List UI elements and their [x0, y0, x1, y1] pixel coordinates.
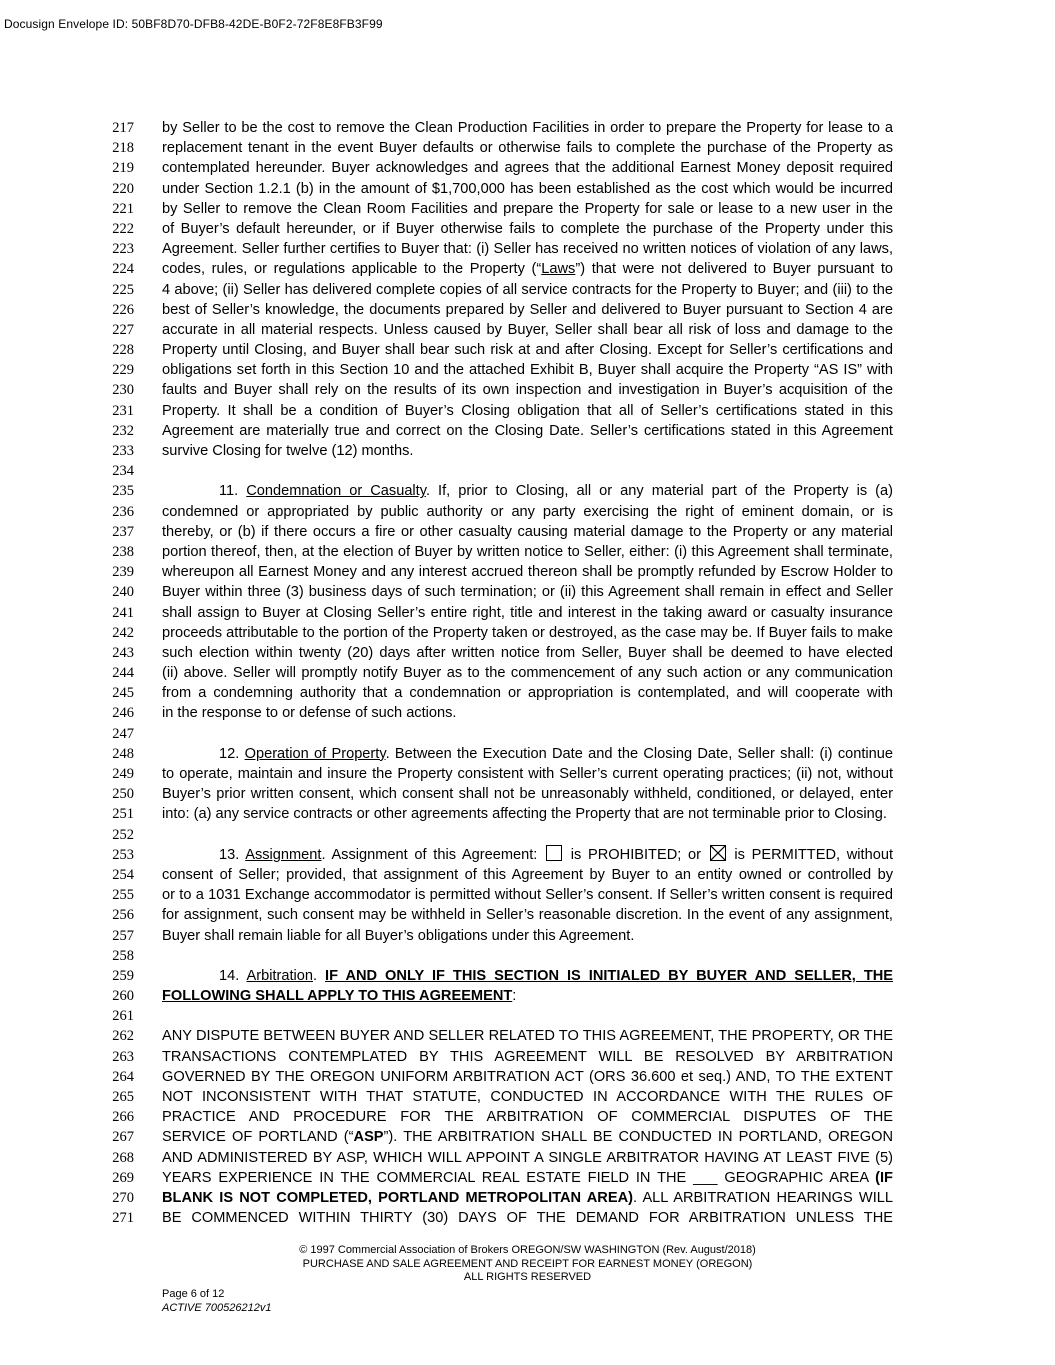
line-text: survive Closing for twelve (12) months. [162, 443, 414, 459]
line-number: 228 [112, 342, 134, 359]
document-line [0, 784, 1055, 804]
text-run: SERVICE OF PORTLAND (“ [162, 1129, 354, 1146]
line-text: for assignment, such consent may be withheld in Seller’s reasonable discretion. In the event of any assignment, [162, 907, 893, 924]
line-text: NOT INCONSISTENT WITH THAT STATUTE, CONDUCTED IN ACCORDANCE WITH THE RULES OF [162, 1089, 893, 1105]
line-text: Buyer shall remain liable for all Buyer’s obligations under this Agreement. [162, 927, 635, 944]
line-text: such election within twenty (20) days after written notice from Seller, Buyer shall be deemed to have elected [162, 644, 893, 661]
document-line [0, 703, 1055, 723]
section-heading: Operation of Property [244, 745, 386, 762]
line-text: 4 above; (ii) Seller has delivered complete copies of all service contracts for the Property to Buyer; and (iii) to the [162, 281, 893, 298]
text-run: codes, rules, or regulations applicable to the Property (“ [162, 261, 542, 278]
document-line [0, 582, 1055, 602]
prohibited-checkbox[interactable] [546, 845, 562, 861]
document-line [0, 1127, 1055, 1147]
document-line [0, 1188, 1055, 1208]
document-line [0, 724, 1055, 744]
line-number: 246 [112, 705, 134, 722]
x-mark-icon [711, 846, 725, 860]
document-line [0, 1168, 1055, 1188]
document-line [0, 421, 1055, 441]
line-text: Agreement. Seller further certifies to Buyer that: (i) Seller has received no written notices of violation of any laws, [162, 241, 893, 258]
line-number: 225 [112, 281, 134, 298]
line-text: 12. Operation of Property. Between the Execution Date and the Closing Date, Seller shall: (i) continue [219, 745, 893, 762]
document-line [0, 683, 1055, 703]
document-line [0, 1087, 1055, 1107]
document-line [0, 481, 1055, 501]
line-text [162, 1127, 893, 1147]
text-run: : [512, 988, 517, 1005]
text-run: 12. [219, 745, 240, 762]
document-body [0, 118, 1055, 1228]
line-number: 248 [112, 745, 134, 762]
line-number: 221 [112, 200, 134, 217]
line-text: Agreement are materially true and correct on the Closing Date. Seller’s certifications stated in this Agreement [162, 422, 893, 439]
line-number: 257 [112, 927, 134, 944]
line-text: (ii) above. Seller will promptly notify Buyer as to the commencement of any such action or any communication [162, 665, 893, 682]
line-number: 245 [112, 685, 134, 702]
line-text: to operate, maintain and insure the Property consistent with Seller’s current operating practices; (ii) not, without [162, 766, 893, 782]
text-run: is PERMITTED, without [734, 846, 893, 863]
permitted-checkbox-checked[interactable] [710, 845, 726, 861]
document-line [0, 986, 1055, 1006]
line-number: 263 [112, 1048, 134, 1065]
text-run: ”) that were not delivered to Buyer pursuant to [575, 261, 893, 278]
document-line [0, 926, 1055, 946]
document-line [0, 1208, 1055, 1228]
document-line [0, 401, 1055, 421]
line-text: 13. Assignment. Assignment of this Agreement: is PROHIBITED; or is PERMITTED, without [219, 846, 893, 863]
document-line [0, 1148, 1055, 1168]
line-text [162, 1188, 893, 1208]
line-text: thereby, or (b) if there occurs a fire or other casualty causing material damage to the Property or any material [162, 523, 893, 540]
line-text: of Buyer’s default hereunder, or if Buyer otherwise fails to complete the purchase of the Property under this [162, 220, 893, 237]
line-number: 256 [112, 907, 134, 924]
document-line [0, 1006, 1055, 1026]
line-number: 220 [112, 180, 134, 197]
document-line [0, 441, 1055, 461]
footer-title: PURCHASE AND SALE AGREEMENT AND RECEIPT FOR EARNEST MONEY (OREGON) [302, 1257, 753, 1270]
line-text: best of Seller’s knowledge, the documents prepared by Seller and delivered to Buyer pursuant to Section 4 are [162, 301, 893, 318]
line-text [162, 986, 893, 1006]
line-text: Buyer’s prior written consent, which consent shall not be unreasonably withheld, conditioned, or delayed, enter [162, 786, 893, 803]
text-run: YEARS EXPERIENCE IN THE COMMERCIAL REAL ESTATE FIELD IN THE [162, 1169, 694, 1186]
document-line [0, 179, 1055, 199]
document-line [0, 199, 1055, 219]
document-line [0, 340, 1055, 360]
footer-rights: ALL RIGHTS RESERVED [463, 1271, 592, 1283]
line-number: 234 [112, 463, 134, 480]
line-number: 231 [112, 402, 134, 419]
line-text: from a condemning authority that a condemnation or appropriation is contemplated, and will cooperate with [162, 685, 893, 702]
document-id: ACTIVE 700526212v1 [162, 1301, 272, 1314]
line-text: PRACTICE AND PROCEDURE FOR THE ARBITRATION OF COMMERCIAL DISPUTES OF THE [162, 1109, 893, 1126]
document-line [0, 603, 1055, 623]
line-number: 241 [112, 604, 134, 621]
line-number: 270 [112, 1189, 134, 1206]
document-line [0, 219, 1055, 239]
line-number: 218 [112, 140, 134, 157]
line-number: 239 [112, 564, 134, 581]
document-line [0, 663, 1055, 683]
document-line [0, 522, 1055, 542]
document-line [0, 845, 1055, 865]
line-text: GOVERNED BY THE OREGON UNIFORM ARBITRATION ACT (ORS 36.600 et seq.) AND, TO THE EXTENT [162, 1068, 893, 1085]
document-line [0, 1047, 1055, 1067]
line-number: 238 [112, 543, 134, 560]
document-line [0, 280, 1055, 300]
text-run: Assignment of this Agreement: [325, 846, 538, 863]
line-text: in the response to or defense of such actions. [162, 705, 457, 722]
document-line [0, 562, 1055, 582]
line-text: by Seller to remove the Clean Room Facilities and prepare the Property for sale or lease to a new user in the [162, 200, 893, 217]
line-number: 219 [112, 160, 134, 177]
line-number: 261 [112, 1008, 134, 1025]
document-line [0, 966, 1055, 986]
line-number: 237 [112, 523, 134, 540]
document-line [0, 380, 1055, 400]
line-text: consent of Seller; provided, that assignment of this Agreement by Buyer to an entity owned or controlled by [162, 866, 893, 883]
line-number: 253 [112, 846, 134, 863]
line-number: 255 [112, 887, 134, 904]
line-number: 251 [112, 806, 134, 823]
document-line [0, 764, 1055, 784]
line-text: 11. Condemnation or Casualty. If, prior to Closing, all or any material part of the Property is (a) [219, 483, 893, 500]
document-line [0, 744, 1055, 764]
text-run: ”). THE ARBITRATION SHALL BE CONDUCTED IN PORTLAND, OREGON [383, 1129, 893, 1146]
line-number: 260 [112, 988, 134, 1005]
line-number: 250 [112, 786, 134, 803]
line-text: proceeds attributable to the portion of the Property taken or destroyed, as the case may be. If Buyer fails to make [162, 624, 893, 641]
document-line [0, 239, 1055, 259]
text-run: ASP [353, 1129, 384, 1146]
envelope-id: Docusign Envelope ID: 50BF8D70-DFB8-42DE-B0F2-72F8E8FB3F99 [4, 17, 383, 31]
text-run: . ALL ARBITRATION HEARINGS WILL [632, 1189, 893, 1206]
section-heading: Condemnation or Casualty [246, 483, 426, 500]
line-number: 235 [112, 483, 134, 500]
document-line [0, 825, 1055, 845]
line-number: 266 [112, 1109, 134, 1126]
line-text: by Seller to be the cost to remove the Clean Production Facilities in order to prepare the Property for lease to a [162, 120, 893, 136]
document-line [0, 643, 1055, 663]
line-number: 217 [112, 120, 134, 136]
line-text: TRANSACTIONS CONTEMPLATED BY THIS AGREEMENT WILL BE RESOLVED BY ARBITRATION [162, 1048, 893, 1065]
line-number: 247 [112, 725, 134, 742]
line-text: 14. Arbitration. IF AND ONLY IF THIS SECTION IS INITIALED BY BUYER AND SELLER, THE [219, 967, 893, 984]
line-number: 242 [112, 624, 134, 641]
line-text: ANY DISPUTE BETWEEN BUYER AND SELLER RELATED TO THIS AGREEMENT, THE PROPERTY, OR THE [162, 1028, 893, 1045]
line-text: replacement tenant in the event Buyer defaults or otherwise fails to complete the purchase of the Property as [162, 140, 893, 157]
line-number: 258 [112, 947, 134, 964]
document-line [0, 300, 1055, 320]
line-number: 269 [112, 1169, 134, 1186]
document-line [0, 1107, 1055, 1127]
document-line [0, 320, 1055, 340]
line-text: Property until Closing, and Buyer shall bear such risk at and after Closing. Except for Seller’s certifications and [162, 342, 893, 359]
footer-copyright: © 1997 Commercial Association of Brokers OREGON/SW WASHINGTON (Rev. August/2018) [299, 1244, 756, 1256]
line-text: condemned or appropriated by public authority or any party exercising the right of eminent domain, or is [162, 503, 893, 520]
document-line [0, 259, 1055, 279]
line-number: 233 [112, 443, 134, 459]
line-number: 230 [112, 382, 134, 399]
line-number: 223 [112, 241, 134, 258]
line-text: shall assign to Buyer at Closing Seller’s entire right, title and interest in the taking award or casualty insurance [162, 604, 893, 621]
document-line [0, 623, 1055, 643]
section-heading: Arbitration [246, 967, 313, 984]
line-number: 226 [112, 301, 134, 318]
section-heading: Assignment [245, 846, 322, 863]
text-run: 14. [219, 967, 240, 984]
line-number: 232 [112, 422, 134, 439]
line-text: contemplated hereunder. Buyer acknowledges and agrees that the additional Earnest Money deposit required [162, 160, 893, 177]
document-line [0, 1067, 1055, 1087]
document-line [0, 865, 1055, 885]
text-run: Between the Execution Date and the Closing Date, Seller shall: (i) continue [389, 745, 893, 762]
line-text [162, 259, 893, 279]
text-run: If, prior to Closing, all or any material part of the Property is (a) [430, 483, 893, 500]
document-line [0, 360, 1055, 380]
text-run: FOLLOWING SHALL APPLY TO THIS AGREEMENT [162, 988, 513, 1005]
line-number: 240 [112, 584, 134, 601]
line-number: 224 [112, 261, 134, 278]
line-number: 252 [112, 826, 134, 843]
footer [0, 1244, 1055, 1285]
document-line [0, 905, 1055, 925]
line-text: portion thereof, then, at the election of Buyer by written notice to Seller, either: (i) this Agreement shall terminate, [162, 543, 893, 560]
line-text: Property. It shall be a condition of Buyer’s Closing obligation that all of Seller’s certifications stated in this [162, 402, 893, 419]
document-line [0, 502, 1055, 522]
line-text: AND ADMINISTERED BY ASP, WHICH WILL APPOINT A SINGLE ARBITRATOR HAVING AT LEAST FIVE (5) [162, 1149, 893, 1166]
document-line [0, 158, 1055, 178]
line-number: 265 [112, 1089, 134, 1105]
text-run: 11. [219, 483, 239, 500]
line-number: 259 [112, 967, 134, 984]
page-number: Page 6 of 12 [162, 1288, 225, 1300]
line-text: obligations set forth in this Section 10 and the attached Exhibit B, Buyer shall acquire the Property “AS IS” with [162, 362, 893, 379]
line-number: 264 [112, 1068, 134, 1085]
line-text [162, 1168, 893, 1188]
line-number: 222 [112, 220, 134, 237]
line-number: 268 [112, 1149, 134, 1166]
text-run: Laws [541, 261, 576, 278]
document-line [0, 1026, 1055, 1046]
text-run: 13. [219, 846, 240, 863]
document-line [0, 946, 1055, 966]
document-line [0, 804, 1055, 824]
line-number: 254 [112, 866, 134, 883]
line-number: 267 [112, 1129, 134, 1146]
page-info [162, 1288, 271, 1315]
line-text: into: (a) any service contracts or other agreements affecting the Property that are not terminable prior to Closing. [162, 806, 887, 823]
text-run: BLANK IS NOT COMPLETED, PORTLAND METROPOLITAN AREA) [162, 1189, 633, 1206]
line-number: 249 [112, 766, 134, 782]
document-line [0, 118, 1055, 138]
document-line [0, 138, 1055, 158]
line-number: 236 [112, 503, 134, 520]
text-run: GEOGRAPHIC AREA [717, 1169, 876, 1186]
line-number: 271 [112, 1210, 134, 1227]
line-number: 243 [112, 644, 134, 661]
document-line [0, 461, 1055, 481]
text-run: IF AND ONLY IF THIS SECTION IS INITIALED BY BUYER AND SELLER, THE [325, 967, 893, 984]
line-number: 229 [112, 362, 134, 379]
text-run: (IF [875, 1169, 893, 1186]
line-text: faults and Buyer shall rely on the results of its own inspection and investigation in Buyer’s acquisition of the [162, 382, 893, 399]
text-run: ___ [693, 1169, 718, 1186]
line-text: under Section 1.2.1 (b) in the amount of $1,700,000 has been established as the cost which would be incurred [162, 180, 893, 197]
line-text: whereupon all Earnest Money and any interest accrued thereon shall be promptly refunded by Escrow Holder to [162, 564, 893, 581]
text-run: is PROHIBITED; or [570, 846, 701, 863]
line-number: 227 [112, 321, 134, 338]
line-number: 244 [112, 665, 134, 682]
line-number: 262 [112, 1028, 134, 1045]
line-text: BE COMMENCED WITHIN THIRTY (30) DAYS OF THE DEMAND FOR ARBITRATION UNLESS THE [162, 1210, 893, 1227]
line-text: or to a 1031 Exchange accommodator is permitted without Seller’s consent. If Seller’s written consent is required [162, 887, 893, 904]
line-text: accurate in all material respects. Unless caused by Buyer, Seller shall bear all risk of loss and damage to the [162, 321, 893, 338]
document-line [0, 542, 1055, 562]
line-text: Buyer within three (3) business days of such termination; or (ii) this Agreement shall remain in effect and Seller [162, 584, 893, 601]
document-line [0, 885, 1055, 905]
